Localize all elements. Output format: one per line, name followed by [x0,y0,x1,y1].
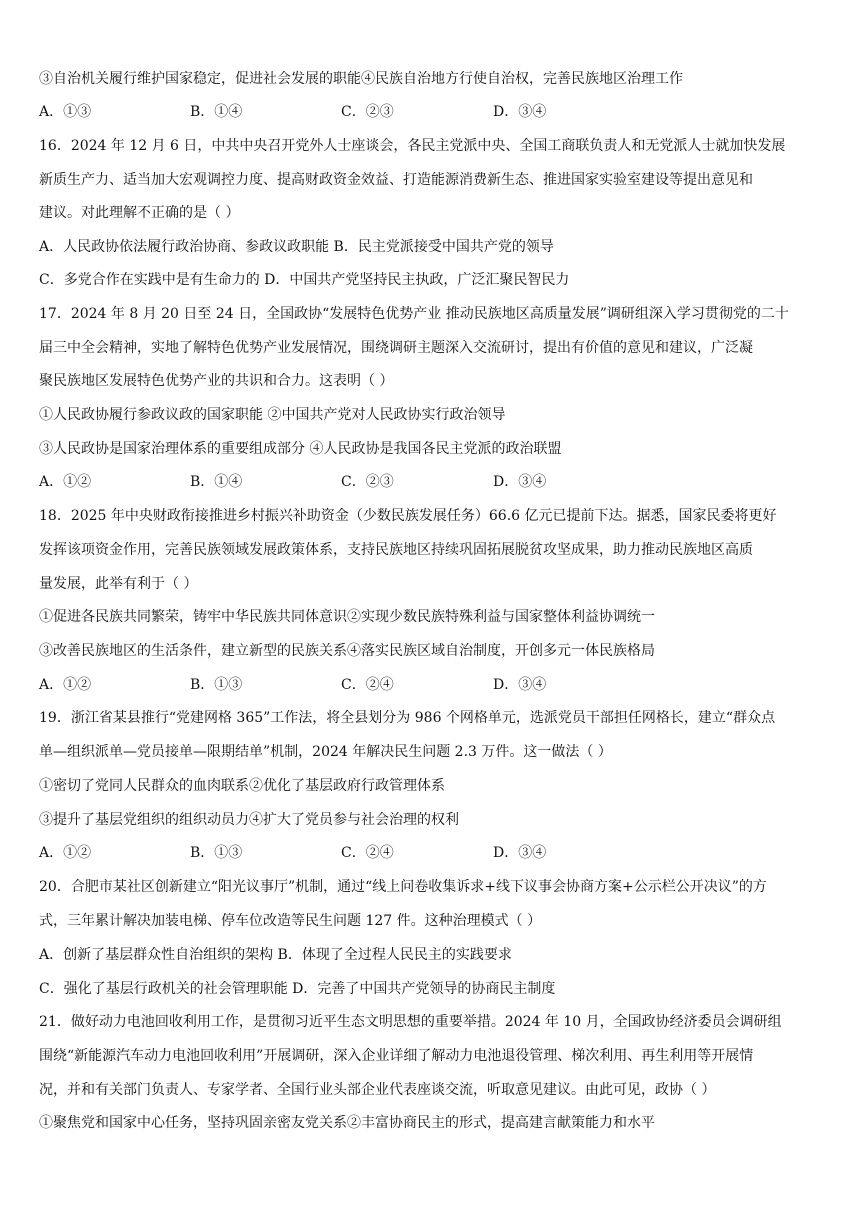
text-line: 围绕“新能源汽车动力电池回收利用”开展调研，深入企业详细了解动力电池退役管理、梯次利用、再生利用等开展情 [39,1048,754,1064]
statement-line: ①促进各民族共同繁荣，铸牢中华民族共同体意识②实现少数民族特殊利益与国家整体利益协调统一 [39,609,655,625]
statement-line: ③改善民族地区的生活条件，建立新型的民族关系④落实民族区域自治制度，开创多元一体民族格局 [39,643,655,659]
question-21-stem: 21．做好动力电池回收利用工作，是贯彻习近平生态文明思想的重要举措。2024 年 10 月，全国政协经济委员会调研组 [39,1014,782,1030]
choice-d: D．③④ [493,474,547,490]
text-line: 单—组织派单—党员接单—限期结单”机制，2024 年解决民生问题 2.3 万件。这一做法（ ） [39,744,612,760]
text-line: 式，三年累计解决加装电梯、停车位改造等民生问题 127 件。这种治理模式（ ） [39,913,542,929]
question-19-stem: 19．浙江省某县推行“党建网格 365”工作法，将全县划分为 986 个网格单元，选派党员干部担任网格长，建立“群众点 [39,710,776,726]
choice-c: C．②③ [341,474,394,490]
text-line: 届三中全会精神，实地了解特色优势产业发展情况，围绕调研主题深入交流研讨，提出有价值的意见和建议，广泛凝 [39,340,753,356]
choice-b: B．①③ [190,677,243,693]
question-17-stem: 17．2024 年 8 月 20 日至 24 日，全国政协“发展特色优势产业 推动民族地区高质量发展”调研组深入学习贯彻党的二十 [39,306,789,322]
text-line: 聚民族地区发展特色优势产业的共识和合力。这表明（ ） [39,373,394,389]
text-line: 建议。对此理解不正确的是（ ） [39,205,240,221]
choice-a: A．①② [39,845,92,861]
question-18-stem: 18．2025 年中央财政衔接推进乡村振兴补助资金（少数民族发展任务）66.6 亿元已提前下达。据悉，国家民委将更好 [39,508,777,524]
choice-line: C．多党合作在实践中是有生命力的 D．中国共产党坚持民主执政，广泛汇聚民智民力 [39,272,570,288]
statement-line: ①聚焦党和国家中心任务，坚持巩固亲密友党关系②丰富协商民主的形式，提高建言献策能力和水平 [39,1115,655,1131]
text-line: ③自治机关履行维护国家稳定，促进社会发展的职能④民族自治地方行使自治权，完善民族地区治理工作 [39,71,683,87]
question-20-stem: 20．合肥市某社区创新建立“阳光议事厅”机制，通过“线上问卷收集诉求+线下议事会协商方案+公示栏公开决议”的方 [39,879,767,895]
choice-d: D．③④ [493,845,547,861]
choice-line: A．创新了基层群众性自治组织的架构 B．体现了全过程人民民主的实践要求 [39,947,512,963]
statement-line: ①人民政协履行参政议政的国家职能 ②中国共产党对人民政协实行政治领导 [39,407,506,423]
text-line: 新质生产力、适当加大宏观调控力度、提高财政资金效益、打造能源消费新生态、推进国家实验室建设等提出意见和 [39,172,753,188]
choice-c: C．②④ [341,677,394,693]
choice-b: B．①③ [190,845,243,861]
text-line: 量发展，此举有利于（ ） [39,576,198,592]
choice-a: A．①② [39,677,92,693]
statement-line: ③人民政协是国家治理体系的重要组成部分 ④人民政协是我国各民主党派的政治联盟 [39,441,562,457]
choice-c: C．②④ [341,845,394,861]
choice-d: D．③④ [493,104,547,120]
statement-line: ①密切了党同人民群众的血肉联系②优化了基层政府行政管理体系 [39,778,445,794]
choice-a: A．①③ [39,104,92,120]
choice-b: B．①④ [190,474,243,490]
statement-line: ③提升了基层党组织的组织动员力④扩大了党员参与社会治理的权利 [39,812,459,828]
choice-d: D．③④ [493,677,547,693]
question-16-stem: 16．2024 年 12 月 6 日，中共中央召开党外人士座谈会，各民主党派中央、全国工商联负责人和无党派人士就加快发展 [39,138,786,154]
choice-b: B．①④ [190,104,243,120]
text-line: 况，并和有关部门负责人、专家学者、全国行业头部企业代表座谈交流，听取意见建议。由此可见，政协（ ） [39,1082,716,1098]
text-line: 发挥该项资金作用，完善民族领域发展政策体系，支持民族地区持续巩固拓展脱贫攻坚成果，助力推动民族地区高质 [39,542,753,558]
choice-a: A．①② [39,474,92,490]
choice-c: C．②③ [341,104,394,120]
choice-line: A．人民政协依法履行政治协商、参政议政职能 B．民主党派接受中国共产党的领导 [39,239,554,255]
choice-line: C．强化了基层行政机关的社会管理职能 D．完善了中国共产党领导的协商民主制度 [39,981,556,997]
